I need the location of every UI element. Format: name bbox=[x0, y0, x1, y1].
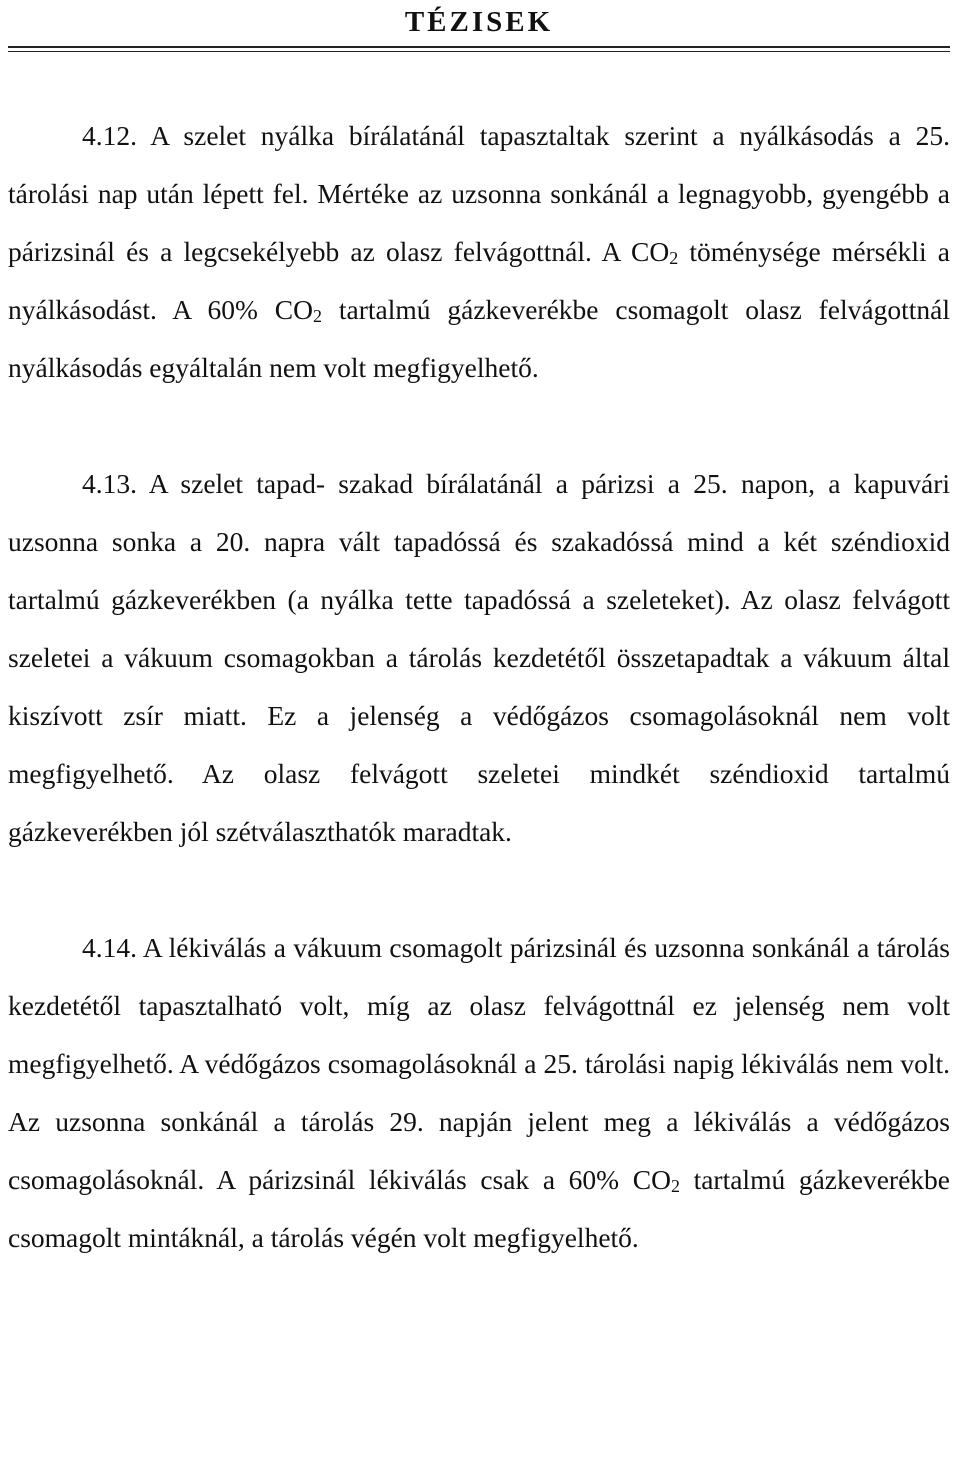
paragraph-text: töménysége mérsékli a nyálkásodást. A 60% CO bbox=[8, 236, 950, 325]
thesis-paragraph-4-14 bbox=[8, 919, 950, 1267]
thesis-paragraph-4-13 bbox=[8, 455, 950, 861]
header-divider bbox=[8, 46, 950, 48]
thesis-paragraph-4-12 bbox=[8, 107, 950, 397]
subscript: 2 bbox=[669, 248, 679, 268]
page-header-title: TÉZISEK bbox=[404, 6, 554, 38]
paragraph-text: A szelet nyálka bírálatánál tapasztaltak szerint a nyálkásodás a 25. tárolási nap után lépett fel. Mértéke az uzsonna sonkánál a legnagyobb, gyengébb a párizsinál és a legcsekélyebb az olasz felvágottnál. A CO bbox=[8, 120, 950, 267]
paragraph-text: A lékiválás a vákuum csomagolt párizsinál és uzsonna sonkánál a tárolás kezdetétől tapasztalható volt, míg az olasz felvágottnál ez jelenség nem volt megfigyelhető. A védőgázos csomagolásoknál a 25. tárolási napig lékiválás nem volt. Az uzsonna sonkánál a tárolás 29. napján jelent meg a lékiválás a védőgázos csomagolásoknál. A párizsinál lékiválás csak a 60% CO bbox=[8, 932, 950, 1195]
thesis-number: 4.14. bbox=[82, 932, 137, 963]
thesis-number: 4.12. bbox=[82, 120, 137, 151]
paragraph-text: tartalmú gázkeverékbe csomagolt olasz felvágottnál nyálkásodás egyáltalán nem volt megfigyelhető. bbox=[8, 294, 950, 383]
paragraph-text: tartalmú gázkeverékbe csomagolt mintáknál, a tárolás végén volt megfigyelhető. bbox=[8, 1164, 950, 1253]
thesis-number: 4.13. bbox=[82, 468, 137, 499]
subscript: 2 bbox=[670, 1176, 680, 1196]
subscript: 2 bbox=[312, 306, 322, 326]
paragraph-text: A szelet tapad- szakad bírálatánál a párizsi a 25. napon, a kapuvári uzsonna sonka a 20. napra vált tapadóssá és szakadóssá mind a két széndioxid tartalmú gázkeverékben (a nyálka tette tapadóssá a szeleteket). Az olasz felvágott szeletei a vákuum csomagokban a tárolás kezdetétől összetapadtak a vákuum által kiszívott zsír miatt. Ez a jelenség a védőgázos csomagolásoknál nem volt megfigyelhető. Az olasz felvágott szeletei mindkét széndioxid tartalmú gázkeverékben jól szétválaszthatók maradtak. bbox=[8, 468, 951, 847]
